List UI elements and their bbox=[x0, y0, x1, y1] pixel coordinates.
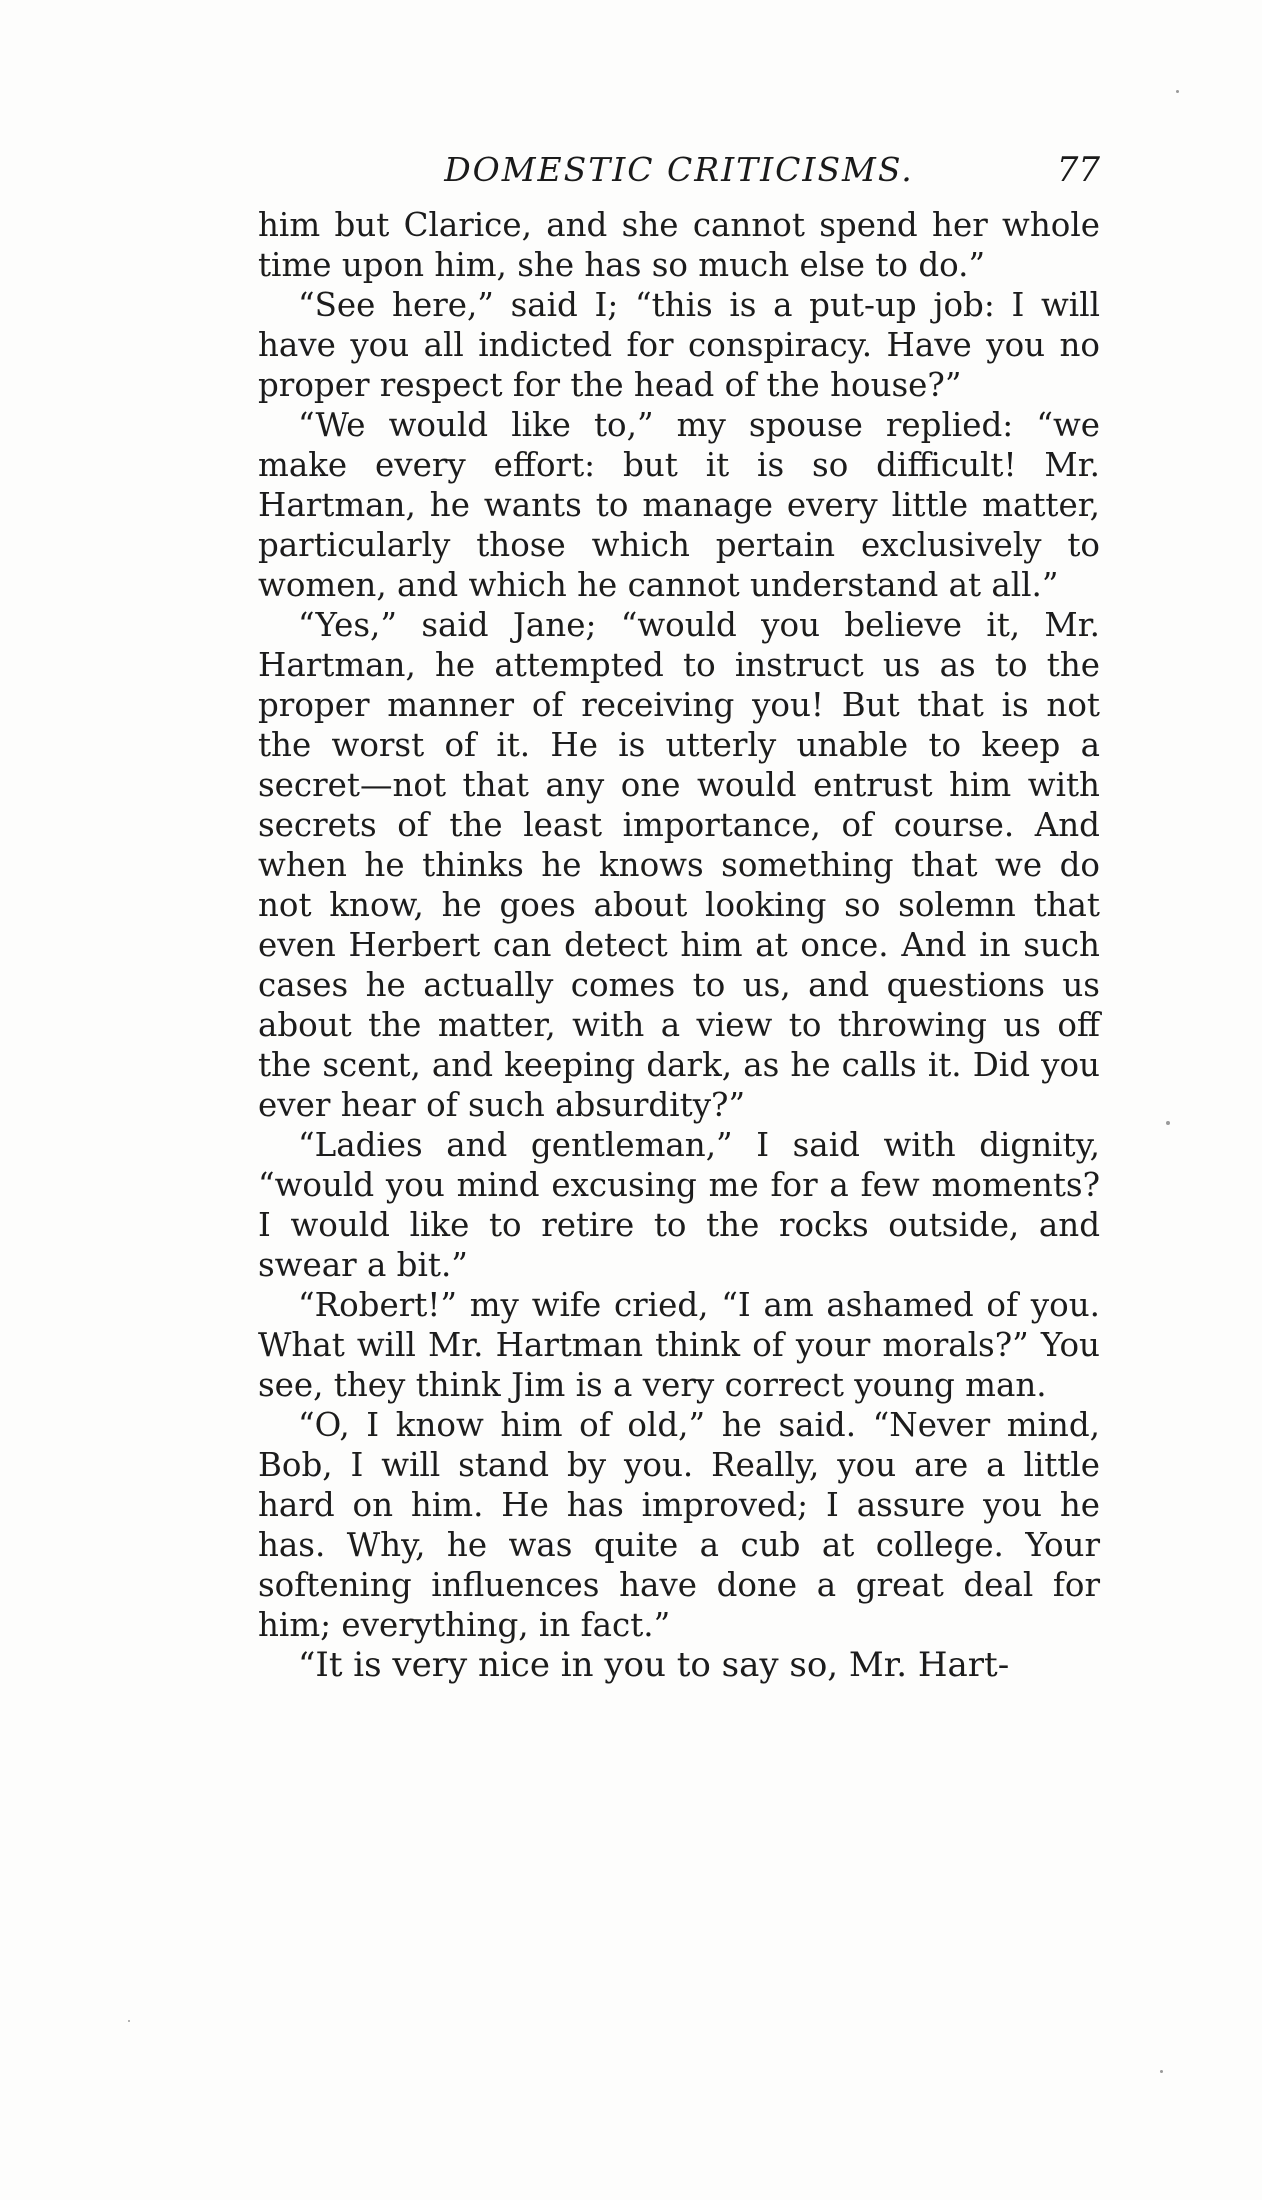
body-text bbox=[258, 205, 1100, 1685]
running-head: DOMESTIC CRITICISMS. bbox=[444, 150, 914, 189]
paragraph-3: “We would like to,” my spouse replied: “we make every effort: but it is so difficult! Mr. Hartman, he wants to manage every little matter, particularly those which pertain exclusively to women, and which he cannot understand at all.” bbox=[258, 406, 1100, 604]
paragraph-2: “See here,” said I; “this is a put-up job: I will have you all indicted for conspiracy. Have you no proper respect for the head of the house?” bbox=[258, 286, 1100, 404]
scan-speck bbox=[1176, 90, 1179, 93]
scan-speck bbox=[1160, 2070, 1163, 2073]
paragraph-4: “Yes,” said Jane; “would you believe it, Mr. Hartman, he attempted to instruct us as to the proper manner of receiving you! But that is not the worst of it. He is utterly unable to keep a secret—not that any one would entrust him with secrets of the least importance, of course. And when he thinks he knows something that we do not know, he goes about looking so solemn that even Herbert can detect him at once. And in such cases he actually comes to us, and questions us about the matter, with a view to throwing us off the scent, and keeping dark, as he calls it. Did you ever hear of such absurdity?” bbox=[258, 606, 1100, 1124]
paragraph-1: him but Clarice, and she cannot spend her whole time upon him, she has so much else to do.” bbox=[258, 206, 1100, 284]
paragraph-6: “Robert!” my wife cried, “I am ashamed of you. What will Mr. Hartman think of your morals?” You see, they think Jim is a very correct young man. bbox=[258, 1286, 1100, 1404]
paragraph-7: “O, I know him of old,” he said. “Never mind, Bob, I will stand by you. Really, you are a little hard on him. He has improved; I assure you he has. Why, he was quite a cub at college. Your softening influences have done a great deal for him; everything, in fact.” bbox=[258, 1406, 1100, 1644]
page-header bbox=[258, 150, 1100, 196]
paragraph-5: “Ladies and gentleman,” I said with dignity, “would you mind excusing me for a few moments? I would like to retire to the rocks outside, and swear a bit.” bbox=[258, 1126, 1100, 1284]
paragraph-8: “It is very nice in you to say so, Mr. Hart- bbox=[298, 1645, 1010, 1685]
scan-speck bbox=[128, 2020, 130, 2022]
scan-speck bbox=[1166, 1121, 1170, 1125]
page-number: 77 bbox=[1056, 150, 1100, 190]
